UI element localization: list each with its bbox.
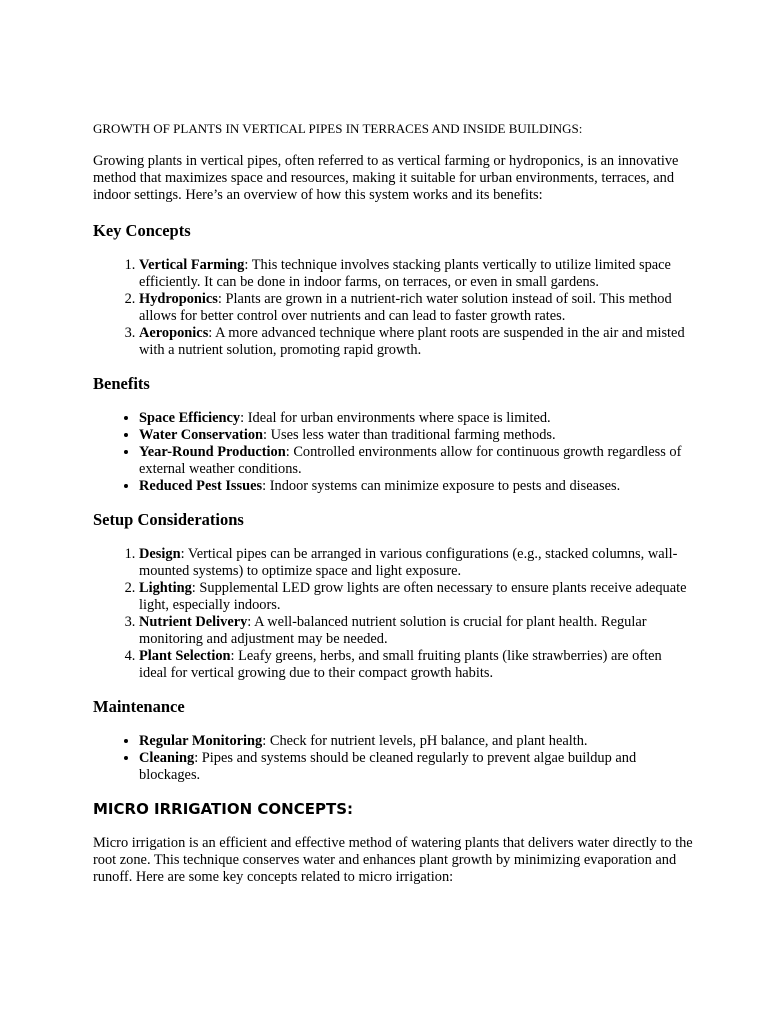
list-item-text: : Controlled environments allow for continuous growth regardless of external weather conditions.: [139, 444, 682, 477]
document-title: GROWTH OF PLANTS IN VERTICAL PIPES IN TERRACES AND INSIDE BUILDINGS:: [93, 121, 583, 136]
list-item: [139, 257, 693, 291]
benefits-heading: Benefits: [93, 374, 150, 393]
list-item-term: Design: [139, 546, 181, 562]
setup-heading: Setup Considerations: [93, 510, 244, 529]
list-item-text: : Vertical pipes can be arranged in various configurations (e.g., stacked columns, wall-mounted systems) to optimize space and light exposure.: [139, 546, 678, 579]
list-item-term: Hydroponics: [139, 291, 218, 307]
list-item-term: Cleaning: [139, 750, 195, 766]
list-item: [139, 291, 693, 325]
list-item-term: Space Efficiency: [139, 410, 241, 426]
list-item-text: : A more advanced technique where plant roots are suspended in the air and misted with a nutrient solution, promoting rapid growth.: [139, 325, 685, 358]
key-concepts-list: [93, 257, 693, 359]
list-item: [139, 614, 693, 648]
list-item-term: Lighting: [139, 580, 192, 596]
list-item: [139, 444, 693, 478]
list-item: [139, 546, 693, 580]
list-item-term: Aeroponics: [139, 325, 209, 341]
micro-irrigation-paragraph: Micro irrigation is an efficient and effective method of watering plants that delivers water directly to the root zone. This technique conserves water and enhances plant growth by minimizing evaporation and runoff. Here are some key concepts related to micro irrigation:: [93, 835, 693, 885]
list-item: [139, 648, 693, 682]
key-concepts-heading: Key Concepts: [93, 221, 191, 240]
list-item-text: : Leafy greens, herbs, and small fruiting plants (like strawberries) are often ideal for vertical growing due to their compact growth habits.: [139, 648, 662, 681]
maintenance-heading: Maintenance: [93, 697, 185, 716]
list-item-text: : Pipes and systems should be cleaned regularly to prevent algae buildup and blockages.: [139, 750, 637, 783]
list-item-term: Nutrient Delivery: [139, 614, 248, 630]
list-item-term: Regular Monitoring: [139, 733, 263, 749]
list-item-text: : A well-balanced nutrient solution is crucial for plant health. Regular monitoring and adjustment may be needed.: [139, 614, 647, 647]
document-page: [93, 120, 693, 886]
list-item-term: Vertical Farming: [139, 257, 245, 273]
list-item: [139, 478, 693, 495]
list-item-text: : Supplemental LED grow lights are often necessary to ensure plants receive adequate light, especially indoors.: [139, 580, 687, 613]
list-item-term: Plant Selection: [139, 648, 231, 664]
list-item-text: : This technique involves stacking plants vertically to utilize limited space efficiently. It can be done in indoor farms, on terraces, or even in small gardens.: [139, 257, 671, 290]
list-item: [139, 580, 693, 614]
benefits-list: [93, 410, 693, 495]
list-item-term: Year-Round Production: [139, 444, 286, 460]
micro-irrigation-heading: MICRO IRRIGATION CONCEPTS:: [93, 800, 353, 818]
intro-paragraph: Growing plants in vertical pipes, often referred to as vertical farming or hydroponics, is an innovative method that maximizes space and resources, making it suitable for urban environments, terraces, and indoor settings. Here’s an overview of how this system works and its benefits:: [93, 153, 679, 203]
list-item: [139, 750, 693, 784]
list-item-text: : Indoor systems can minimize exposure to pests and diseases.: [262, 478, 621, 494]
list-item-text: : Check for nutrient levels, pH balance, and plant health.: [262, 733, 588, 749]
list-item-term: Water Conservation: [139, 427, 264, 443]
list-item-text: : Ideal for urban environments where space is limited.: [240, 410, 551, 426]
list-item-text: : Uses less water than traditional farming methods.: [263, 427, 556, 443]
list-item-text: : Plants are grown in a nutrient-rich water solution instead of soil. This method allows for better control over nutrients and can lead to faster growth rates.: [139, 291, 672, 324]
list-item: [139, 733, 693, 750]
list-item: [139, 325, 693, 359]
list-item: [139, 410, 693, 427]
maintenance-list: [93, 733, 693, 784]
setup-list: [93, 546, 693, 682]
list-item: [139, 427, 693, 444]
list-item-term: Reduced Pest Issues: [139, 478, 263, 494]
